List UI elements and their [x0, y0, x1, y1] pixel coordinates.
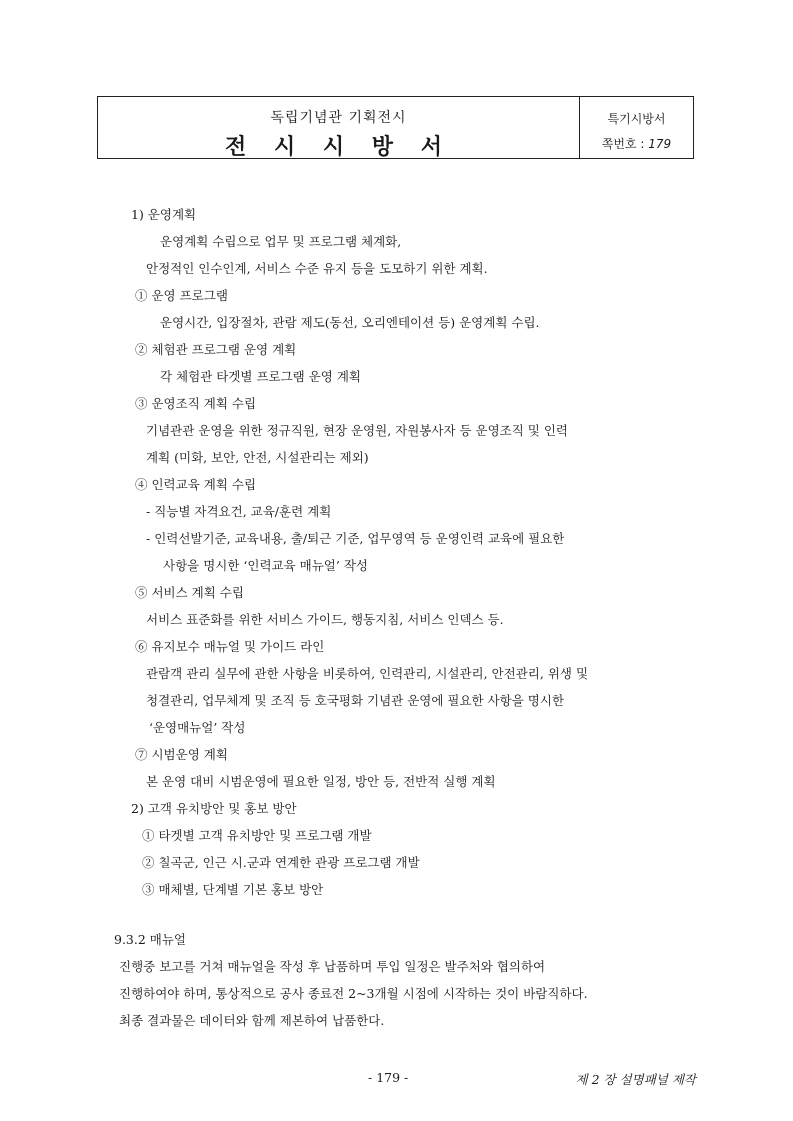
paragraph-line: 안정적인 인수인계, 서비스 수준 유지 등을 도모하기 위한 계획. [146, 261, 488, 276]
section-heading: 1) 운영계획 [131, 207, 197, 222]
bullet-line: - 인력선발기준, 교육내용, 출/퇴근 기준, 업무영역 등 운영인력 교육에 필요한 [146, 531, 565, 546]
list-item: ③ 매체별, 단계별 기본 홍보 방안 [142, 882, 324, 897]
list-item-heading: ⑥ 유지보수 매뉴얼 및 가이드 라인 [135, 639, 325, 654]
paragraph-line: 최종 결과물은 데이터와 함께 제본하여 납품한다. [119, 1013, 385, 1028]
page-number-field [580, 135, 693, 152]
paragraph-line: 진행중 보고를 거쳐 매뉴얼을 작성 후 납품하며 투입 일정은 발주처와 협의하여 [119, 959, 546, 974]
list-item-heading: ① 운영 프로그램 [135, 288, 228, 303]
document-title: 전 시 시 방 서 [225, 135, 452, 160]
paragraph-line: 운영시간, 입장절차, 관람 제도(동선, 오리엔테이션 등) 운영계획 수립. [160, 315, 540, 330]
header-meta-block [580, 97, 693, 158]
paragraph-line: 서비스 표준화를 위한 서비스 가이드, 행동지침, 서비스 인덱스 등. [146, 612, 504, 627]
page-number-value: 179 [648, 137, 672, 151]
list-item-heading: ③ 운영조직 계획 수립 [135, 396, 257, 411]
footer-page-number: - 179 - [368, 1070, 409, 1085]
list-item-heading: ⑤ 서비스 계획 수립 [135, 585, 244, 600]
paragraph-line: 각 체험관 타겟별 프로그램 운영 계획 [160, 369, 361, 384]
paragraph-line: 사항을 명시한 ‘인력교육 매뉴얼’ 작성 [163, 558, 368, 573]
list-item: ② 칠곡군, 인근 시.군과 연계한 관광 프로그램 개발 [142, 855, 420, 870]
paragraph-line: 관람객 관리 실무에 관한 사항을 비롯하여, 인력관리, 시설관리, 안전관리, 위생 및 [146, 666, 589, 681]
paragraph-line: 기념관관 운영을 위한 정규직원, 현장 운영원, 자원봉사자 등 운영조직 및 인력 [146, 423, 569, 438]
list-item-heading: ⑦ 시범운영 계획 [135, 747, 228, 762]
page-number-label: 쪽번호 : [601, 137, 645, 151]
list-item-heading: ② 체험관 프로그램 운영 계획 [135, 342, 297, 357]
document-header [97, 96, 694, 159]
header-title-block [98, 97, 580, 158]
document-subtitle: 독립기념관 기획전시 [270, 110, 407, 126]
list-item-heading: ④ 인력교육 계획 수립 [135, 477, 257, 492]
paragraph-line: 청결관리, 업무체계 및 조직 등 호국평화 기념관 운영에 필요한 사항을 명시한 [146, 693, 565, 708]
bullet-line: - 직능별 자격요건, 교육/훈련 계획 [146, 504, 332, 519]
subsection-heading: 9.3.2 매뉴얼 [114, 932, 187, 947]
paragraph-line: 계획 (미화, 보안, 안전, 시설관리는 제외) [146, 450, 369, 465]
document-type: 특기시방서 [607, 112, 666, 126]
footer-chapter-title: 제 2 장 설명패널 제작 [575, 1072, 696, 1087]
paragraph-line: 본 운영 대비 시범운영에 필요한 일정, 방안 등, 전반적 실행 계획 [146, 774, 496, 789]
paragraph-line: 운영계획 수립으로 업무 및 프로그램 체계화, [160, 234, 402, 249]
section-heading: 2) 고객 유치방안 및 홍보 방안 [131, 801, 297, 816]
list-item: ① 타겟별 고객 유치방안 및 프로그램 개발 [142, 828, 372, 843]
paragraph-line: 진행하여야 하며, 통상적으로 공사 종료전 2~3개월 시점에 시작하는 것이 바람직하다. [119, 986, 588, 1001]
paragraph-line: ‘운영매뉴얼’ 작성 [149, 720, 246, 735]
